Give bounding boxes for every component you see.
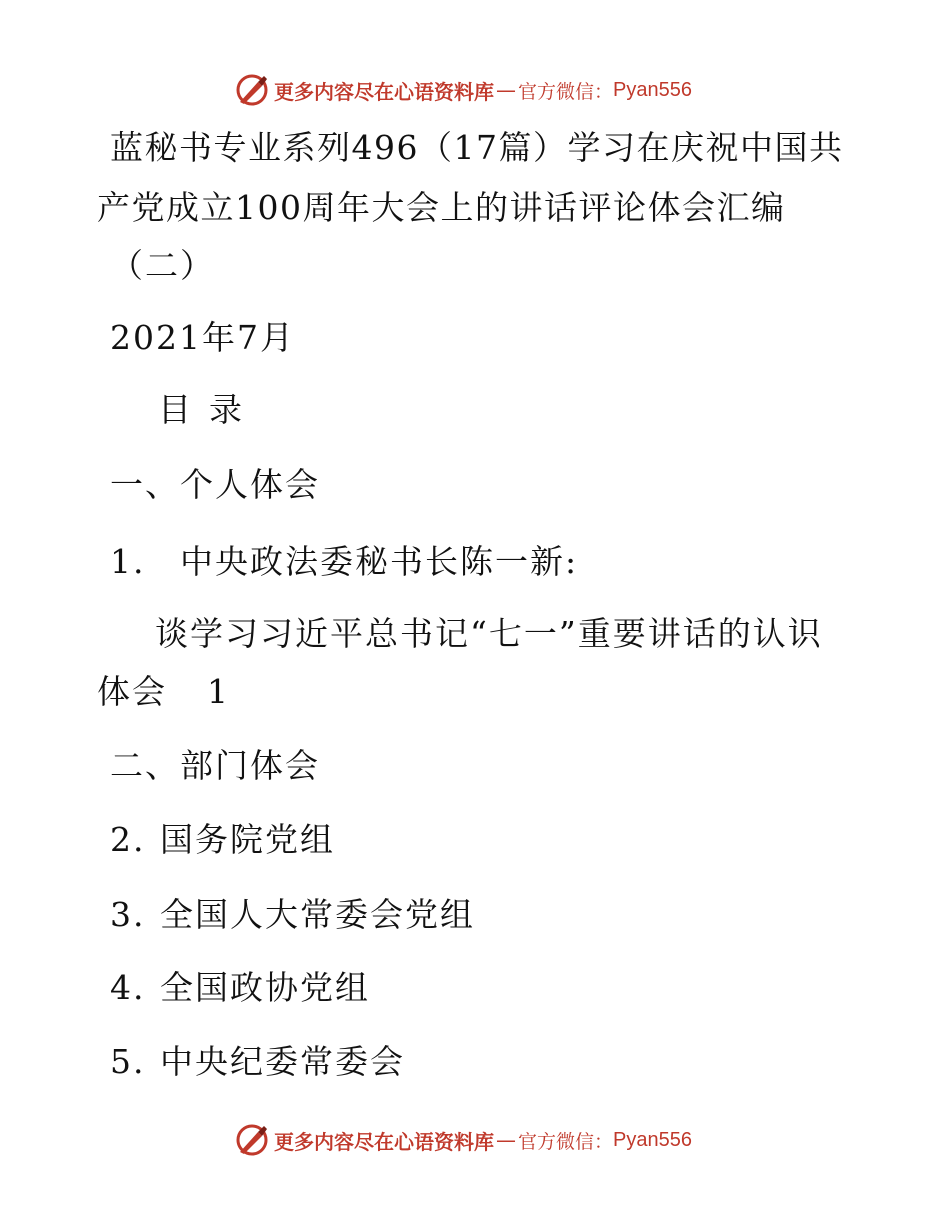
toc-item-1[interactable] [110,542,578,582]
watermark-text: 更多内容尽在心语资料库 [274,79,494,104]
toc-item-text: 中央政法委秘书长陈一新: [180,542,579,581]
toc-item-text: 国务院党组 [160,820,335,859]
watermark-label: 官方微信： [518,80,614,103]
watermark-banner-bottom [234,1120,692,1160]
toc-item-3[interactable] [110,895,475,935]
toc-item-5[interactable] [110,1042,405,1082]
toc-item-1-subtitle-line-1: 谈学习习近平总书记“七一”重要讲话的认识 [155,614,823,653]
toc-item-text: 全国政协党组 [160,968,370,1007]
pen-logo-icon [234,72,270,108]
toc-item-number: 2. [110,820,146,859]
watermark-banner-top [234,70,692,110]
section-heading-department: 二、部门体会 [110,746,320,785]
document-date: 2021年7月 [110,318,295,357]
watermark-separator: — [496,78,516,102]
watermark-separator: — [496,1128,516,1152]
section-heading-personal: 一、个人体会 [110,465,320,504]
toc-item-4[interactable] [110,968,370,1008]
toc-item-text: 中央纪委常委会 [160,1042,405,1081]
toc-item-1-subtitle-line-2 [97,672,230,712]
toc-item-page-number: 1 [207,672,230,711]
toc-item-2[interactable] [110,820,335,860]
toc-item-number: 5. [110,1042,146,1081]
document-title-line-3: （二） [110,246,215,285]
toc-item-number: 3. [110,895,146,934]
document-title-line-2: 产党成立100周年大会上的讲话评论体会汇编 [97,188,786,227]
watermark-id: Pyan556 [613,78,692,101]
toc-item-number: 1. [110,542,146,581]
toc-item-text: 全国人大常委会党组 [160,895,475,934]
toc-item-subtitle-text: 体会 [97,672,167,711]
watermark-id: Pyan556 [613,1128,692,1151]
toc-item-number: 4. [110,968,146,1007]
document-title-line-1: 蓝秘书专业系列496（17篇）学习在庆祝中国共 [110,128,844,167]
watermark-text: 更多内容尽在心语资料库 [274,1129,494,1154]
pen-logo-icon [234,1122,270,1158]
watermark-label: 官方微信： [518,1130,614,1153]
toc-heading: 目录 [158,390,260,429]
